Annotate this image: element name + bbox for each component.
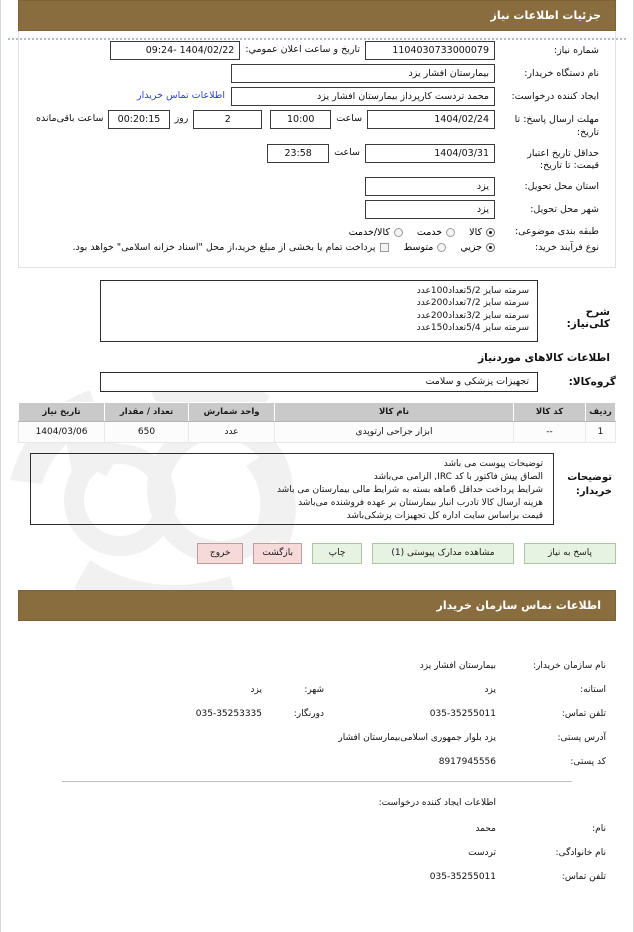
col-header-date: تاریخ نیاز	[19, 402, 105, 421]
contact-phone-label: تلفن تماس:	[561, 708, 606, 719]
goods-group-label: گروه‌کالا:	[568, 375, 616, 388]
cell-unit: عدد	[189, 421, 275, 442]
contact-city-value: یزد	[250, 684, 262, 695]
remaining-time-label: ساعت باقی‌مانده	[35, 113, 104, 124]
col-header-qty: تعداد / مقدار	[105, 402, 189, 421]
contact-fax-value: 035-35253335	[195, 708, 262, 719]
action-button-bar	[18, 537, 616, 570]
table-row	[19, 421, 616, 442]
classification-option-label-2: کالا/خدمت	[348, 226, 390, 238]
row-requester-phone	[28, 872, 606, 882]
city-label: شهر محل تحویل:	[530, 204, 599, 216]
goods-table-header-row	[19, 402, 616, 421]
contact-fax-label: دورنگار:	[293, 708, 324, 719]
purchase-type-label: نوع فرآیند خرید:	[534, 242, 599, 254]
need-details-title: جزئیات اطلاعات نیاز	[490, 9, 601, 22]
buyer-note-line-1: الصاق پیش فاکتور با کد IRC, الزامی می‌باشد	[373, 471, 543, 482]
deadline-time-label: ساعت	[336, 113, 363, 124]
row-province	[31, 177, 603, 196]
announce-label: تاریخ و ساعت اعلان عمومي:	[245, 44, 360, 55]
buyer-contact-block	[18, 645, 616, 900]
buyer-contact-banner	[18, 590, 616, 621]
radio-kala-icon[interactable]	[486, 228, 495, 237]
need-details-banner	[18, 0, 616, 31]
buyer-org-label: نام دستگاه خریدار:	[524, 68, 599, 79]
description-label: شرح کلی‌نیاز:	[566, 305, 610, 330]
deadline-label: مهلت ارسال پاسخ: تا تاریخ:	[514, 114, 599, 138]
contact-address-label: آدرس پستی:	[557, 732, 606, 743]
buyer-notes-label: توضیحات خریدار:	[567, 471, 612, 497]
validity-label: حداقل تاریخ اعتبار قیمت: تا تاریخ:	[527, 147, 599, 172]
classification-option-kala[interactable]	[469, 227, 495, 238]
row-contact-org	[28, 661, 606, 671]
row-contact-address	[28, 733, 606, 743]
requester-info-heading: اطلاعات ایجاد کننده درخواست:	[378, 797, 496, 808]
classification-option-khedmat[interactable]	[417, 227, 455, 238]
description-line-0: سرمته سایز 5/2تعداد100عدد	[416, 285, 529, 296]
cell-qty: 650	[105, 421, 189, 442]
purchase-type-option-motevaset[interactable]	[403, 242, 446, 253]
description-line-2: سرمته سایز 3/2تعداد200عدد	[416, 310, 529, 321]
row-goods-group	[18, 372, 616, 392]
col-header-unit: واحد شمارش	[189, 402, 275, 421]
row-creator	[31, 87, 603, 106]
classification-option-label-1: خدمت	[416, 226, 443, 238]
col-header-radif: ردیف	[586, 402, 616, 421]
deadline-time-value: 10:00	[270, 110, 331, 129]
deadline-date-value: 1404/02/24	[367, 110, 495, 129]
contact-address-value: یزد بلوار جمهوری اسلامی‌بیمارستان افشار	[338, 732, 496, 743]
classification-option-kala-khedmat[interactable]	[349, 227, 403, 238]
validity-time-label: ساعت	[334, 146, 360, 158]
buyer-contact-link[interactable]: اطلاعات تماس خریدار	[136, 90, 225, 101]
province-label: استان محل تحویل:	[524, 181, 599, 193]
need-details-card	[18, 31, 616, 268]
row-buyer-org	[31, 64, 603, 83]
row-purchase-type	[31, 241, 603, 255]
treasury-bond-checkbox-group[interactable]	[73, 242, 390, 253]
days-unit-label: روز	[174, 113, 189, 124]
buyer-org-value: بیمارستان افشار یزد	[231, 64, 495, 83]
purchase-type-option-jozi[interactable]	[460, 242, 495, 253]
contact-postal-label: کد پستی:	[570, 756, 606, 767]
print-button[interactable]: چاپ	[312, 543, 362, 564]
description-line-1: سرمته سایز 7/2تعداد200عدد	[416, 298, 529, 309]
row-city	[31, 200, 603, 219]
contact-postal-value: 8917945556	[438, 756, 496, 767]
contact-org-label: نام سازمان خریدار:	[533, 660, 606, 671]
need-number-value: 1104030733000079	[365, 41, 495, 60]
announce-value: 1404/02/22 -09:24	[110, 41, 240, 60]
col-header-code: کد کالا	[514, 402, 586, 421]
buyer-notes-section	[18, 453, 616, 525]
radio-motevaset-icon[interactable]	[437, 243, 446, 252]
purchase-type-label-1: متوسط	[403, 242, 434, 254]
contact-org-value: بیمارستان افشار یزد	[419, 660, 496, 671]
province-value: یزد	[365, 177, 495, 196]
exit-button[interactable]: خروج	[197, 543, 243, 564]
contact-phone-value: 035-35255011	[429, 708, 496, 719]
buyer-note-line-0: توضیحات پیوست می باشد	[443, 458, 543, 469]
creator-value: محمد تردست کارپرداز بیمارستان افشار یزد	[231, 87, 495, 106]
goods-table	[18, 402, 616, 443]
city-value: یزد	[365, 200, 495, 219]
answer-need-button[interactable]: پاسخ به نیاز	[524, 543, 616, 564]
row-contact-phone	[28, 709, 606, 719]
buyer-note-line-3: هزینه ارسال کالا تادرب انبار بیمارستان بر عهده فروشنده می‌باشد	[298, 498, 543, 509]
view-attachments-button[interactable]: مشاهده مدارک پیوستی (1)	[372, 543, 514, 564]
contact-province-value: یزد	[484, 684, 496, 695]
classification-label: طبقه بندی موضوعی:	[514, 226, 599, 238]
need-number-label: شماره نیاز:	[553, 45, 599, 56]
col-header-name: نام کالا	[275, 402, 514, 421]
purchase-type-label-0: جزیي	[460, 242, 482, 254]
validity-time-value: 23:58	[267, 144, 329, 163]
cell-name: ابزار جراحی ارتوپدی	[275, 421, 514, 442]
row-classification	[31, 225, 603, 239]
row-requester-firstname	[28, 824, 606, 834]
row-requester-lastname	[28, 848, 606, 858]
creator-label: ایجاد کننده درخواست:	[511, 91, 599, 102]
buyer-contact-title: اطلاعات تماس سازمان خریدار	[436, 598, 601, 612]
validity-date-value: 1404/03/31	[365, 144, 495, 163]
cell-code: --	[514, 421, 586, 442]
requester-firstname-label: نام:	[592, 823, 606, 834]
requester-phone-value: 035-35255011	[429, 871, 496, 882]
requester-phone-label: تلفن تماس:	[561, 871, 606, 882]
row-contact-postal	[28, 757, 606, 767]
cell-radif: 1	[586, 421, 616, 442]
buyer-notes-textbox	[30, 453, 554, 525]
buyer-note-line-2: شرایط پرداخت حداقل 6ماهه بسته به شرایط مالی بیمارستان می باشد	[276, 484, 543, 495]
row-need-number	[31, 41, 603, 60]
back-button[interactable]: بازگشت	[253, 543, 302, 564]
requester-lastname-label: نام خانوادگی:	[555, 847, 606, 858]
goods-info-heading: اطلاعات کالاهای موردنیاز	[478, 351, 610, 364]
row-deadline	[31, 110, 603, 140]
classification-option-label-0: کالا	[469, 226, 482, 238]
buyer-note-line-4: قیمت براساس سایت اداره کل تجهیزات پزشکی‌باشد	[346, 511, 543, 522]
goods-group-value: تجهیزات پزشکی و سلامت	[100, 372, 538, 392]
requester-lastname-value: تردست	[468, 847, 496, 858]
remaining-days-value: 2	[193, 110, 262, 129]
radio-khedmat-icon[interactable]	[446, 228, 455, 237]
contact-province-label: استانه:	[580, 684, 606, 695]
description-section	[18, 280, 616, 342]
row-validity	[31, 144, 603, 174]
treasury-bond-checkbox-icon[interactable]	[380, 243, 389, 252]
row-contact-province	[28, 685, 606, 695]
description-textbox	[100, 280, 538, 342]
cell-date: 1404/03/06	[19, 421, 105, 442]
contact-city-label: شهر:	[304, 684, 324, 695]
description-line-3: سرمته سایز 5/4تعداد150عدد	[416, 323, 529, 334]
requester-firstname-value: محمد	[475, 823, 496, 834]
treasury-bond-note: پرداخت تمام یا بخشی از مبلغ خرید،از محل "اسناد خزانه اسلامی" خواهد بود.	[72, 242, 376, 254]
radio-jozi-icon[interactable]	[486, 243, 495, 252]
radio-kala-khedmat-icon[interactable]	[394, 228, 403, 237]
remaining-time-value: 00:20:15	[108, 110, 169, 129]
contact-divider	[62, 781, 572, 782]
